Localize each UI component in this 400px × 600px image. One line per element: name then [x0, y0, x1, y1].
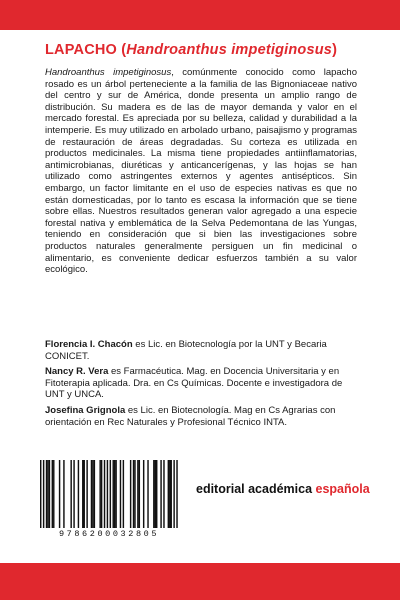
barcode-digits: 9786200032805 [58, 529, 160, 539]
top-red-band [0, 0, 400, 30]
barcode-bar [134, 460, 135, 528]
barcode-bar [63, 460, 64, 528]
barcode-bar [46, 460, 47, 528]
barcode-bar [49, 460, 50, 528]
author-bios [45, 339, 357, 432]
barcode-bar [78, 460, 79, 528]
book-title [45, 42, 375, 58]
barcode-bar [147, 460, 148, 528]
barcode-bar [99, 460, 100, 528]
barcode-bar [133, 460, 134, 528]
barcode-bar [120, 460, 121, 528]
barcode-bar [173, 460, 174, 528]
barcode-bar [107, 460, 108, 528]
barcode-bars [34, 460, 184, 528]
author-name: Florencia I. Chacón [45, 339, 133, 350]
barcode-bar [43, 460, 44, 528]
author-name: Nancy R. Vera [45, 366, 109, 378]
barcode-bar [143, 460, 144, 528]
barcode-bar [137, 460, 138, 528]
barcode-bar [163, 460, 164, 528]
barcode-bar [104, 460, 105, 528]
barcode-bar [53, 460, 54, 528]
barcode-bar [171, 460, 172, 528]
publisher-logo [196, 482, 376, 496]
author-entry [45, 405, 357, 428]
barcode-bar [156, 460, 157, 528]
publisher-name-accent: española [315, 482, 370, 496]
abstract-species: Handroanthus impetiginosus [45, 67, 172, 78]
barcode-bar [114, 460, 115, 528]
barcode-bar [92, 460, 93, 528]
author-bio: es Lic. en Biotecnología por la UNT y Becaria CONICET. [45, 339, 327, 362]
author-entry [45, 366, 357, 401]
barcode-bar [86, 460, 87, 528]
barcode-bar [168, 460, 169, 528]
barcode-bar [113, 460, 114, 528]
author-bio: es Farmacéutica. Mag. en Docencia Universitaria y en Fitoterapia aplicada. Dra. en Cs Químicas. Docente e investigadora de UNT y UNCA. [45, 366, 343, 401]
abstract-body: , comúnmente conocido como lapacho rosado es un árbol perteneciente a la familia de las Bignoniaceae nativo del centro y sur de América, donde presenta un amplio rango de distribución. Su madera es de las de mayor demanda y valor en el mercado forestal. Es apreciada por su belleza, calidad y durabilidad a la intemperie. Es muy utilizado en arbolado urbano, paisajismo y programas de restauración de áreas degradadas. Su corteza es utilizada en productos medicinales. La misma tiene propiedades antiinflamatorias, antimicrobianas, diuréticas y anticancerígenas, y las hojas se han utilizado como astringentes externos y agentes antisépticos. Sin embargo, un factor limitante en el uso de especies nativas es que no están domesticadas, por lo tanto es escasa la información que se tiene sobre ellas. Nuestros resultados generan valor agregado a una especie forestal nativa y emblemática de la Selva Pedemontana de las Yungas, teniendo en consideración que si bien las investigaciones sobre productos naturales generalmente persiguen un fin medicinal o alimentario, es conveniente dedicar esfuerzos también a su valor ecológico. [45, 67, 358, 276]
author-entry [45, 339, 357, 362]
barcode-bar [169, 460, 170, 528]
barcode-bar [82, 460, 83, 528]
barcode-bar [101, 460, 102, 528]
author-bio: es Lic. en Biotecnología. Mag en Cs Agrarias con orientación en Rec Naturales y Profesional Técnico INTA. [45, 404, 336, 428]
barcode-bar [123, 460, 124, 528]
isbn-barcode [34, 460, 184, 542]
barcode-bar [84, 460, 85, 528]
bottom-red-band [0, 563, 400, 600]
title-species: Handroanthus impetiginosus [126, 42, 333, 58]
barcode-bar [160, 460, 161, 528]
title-text: LAPACHO ( [45, 42, 127, 58]
barcode-bar [70, 460, 71, 528]
barcode-bar [115, 460, 116, 528]
barcode-bar [47, 460, 48, 528]
barcode-bar [52, 460, 53, 528]
barcode-bar [94, 460, 95, 528]
barcode-bar [155, 460, 156, 528]
publisher-name: editorial académica [196, 482, 316, 496]
author-name: Josefina Grignola [45, 404, 126, 416]
barcode-bar [59, 460, 60, 528]
barcode-bar [130, 460, 131, 528]
barcode-bar [153, 460, 154, 528]
title-close: ) [332, 42, 338, 58]
barcode-bar [110, 460, 111, 528]
barcode-bar [73, 460, 74, 528]
barcode-bar [176, 460, 177, 528]
barcode-bar [91, 460, 92, 528]
barcode-bar [139, 460, 140, 528]
barcode-bar [40, 460, 41, 528]
abstract-text [45, 67, 357, 276]
